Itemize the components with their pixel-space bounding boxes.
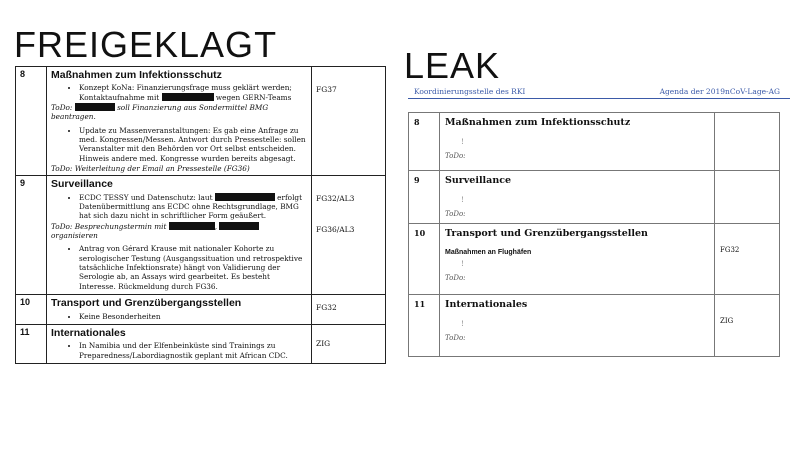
redaction-bar bbox=[75, 103, 115, 111]
list-item: • Antrag von Gérard Krause mit nationaler Kohorte zu serologischer Testung (Ausgangssituation und retrospektive tatsächliche Infektionsrate) hängt von Validierung der Serologie ab, an Assays wird gearbeitet. Es besteht Interesse. Rückmeldung durch FG36. bbox=[79, 244, 307, 291]
table-row bbox=[16, 67, 386, 176]
table-row bbox=[409, 224, 780, 295]
leaked-document bbox=[408, 86, 790, 416]
list-item bbox=[79, 83, 307, 102]
list-item: • Keine Besonderheiten bbox=[79, 312, 307, 321]
list-item bbox=[79, 193, 307, 221]
bullet-text: wegen GERN-Teams bbox=[215, 92, 292, 102]
section-title: Transport und Grenzübergangsstellen bbox=[51, 297, 242, 310]
item-content bbox=[47, 176, 312, 295]
item-number: 11 bbox=[409, 295, 440, 357]
todo-line: ToDo: Weiterleitung der Email an Pressestelle (FG36) bbox=[51, 164, 250, 174]
list-item: • Update zu Massenveranstaltungen: Es gab eine Anfrage zu med. Kongressen/Messen. Antwort durch Pressestelle: sollen Veranstalter mit den Behörden vor Ort selbst entscheiden. Hinweis andere med. Kongresse wurden bereits abgesagt. bbox=[79, 126, 307, 163]
table-row bbox=[409, 295, 780, 357]
heading-leak: LEAK bbox=[404, 45, 501, 86]
todo-label: ToDo: bbox=[445, 334, 466, 342]
responsible-unit bbox=[715, 113, 780, 171]
item-content bbox=[440, 171, 715, 224]
unit-label: FG37 bbox=[316, 85, 337, 94]
section-title: Maßnahmen zum Infektionsschutz bbox=[51, 69, 222, 81]
responsible-unit bbox=[312, 176, 386, 295]
leaked-agenda-table bbox=[408, 112, 780, 357]
item-content bbox=[440, 113, 715, 171]
unit-label: FG32 bbox=[316, 303, 337, 313]
header-right: Agenda der 2019nCoV-Lage-AG bbox=[659, 87, 780, 96]
table-row bbox=[409, 171, 780, 224]
responsible-unit: FG32 bbox=[715, 224, 780, 295]
section-title: Transport und Grenzübergangsstellen bbox=[445, 228, 648, 239]
todo-text: ToDo: Besprechungstermin mit bbox=[51, 221, 167, 231]
item-content bbox=[47, 324, 312, 363]
unit-label: FG36/AL3 bbox=[316, 225, 355, 235]
header-left: Koordinierungsstelle des RKI bbox=[414, 87, 526, 96]
item-content bbox=[47, 295, 312, 325]
exclamation-mark: ! bbox=[461, 320, 464, 328]
redaction-bar bbox=[215, 193, 275, 201]
todo-line bbox=[51, 222, 307, 241]
responsible-unit bbox=[312, 324, 386, 363]
bullet-text: erfolgt Datenübermittlung ans ECDC ohne Rechtsgrundlage, BMG hat sich dazu nicht in schriftlicher Form geäußert. bbox=[79, 192, 303, 221]
bullet-text: ECDC TESSY und Datenschutz: laut bbox=[79, 192, 213, 202]
section-title: Surveillance bbox=[51, 178, 113, 191]
item-number: 8 bbox=[409, 113, 440, 171]
item-number: 10 bbox=[409, 224, 440, 295]
table-row bbox=[16, 324, 386, 363]
subsection-title: Maßnahmen an Flughäfen bbox=[445, 249, 532, 256]
todo-text: , bbox=[214, 221, 218, 231]
exclamation-mark: ! bbox=[461, 138, 464, 146]
item-number: 9 bbox=[16, 176, 47, 295]
bullet-text: Konzept KoNa: Finanzierungsfrage muss geklärt werden; Kontaktaufnahme mit bbox=[79, 83, 292, 102]
item-number: 9 bbox=[409, 171, 440, 224]
released-agenda-table bbox=[15, 66, 386, 364]
responsible-unit bbox=[312, 67, 386, 176]
item-number: 11 bbox=[16, 324, 47, 363]
redaction-bar bbox=[169, 221, 218, 231]
todo-label: ToDo: bbox=[445, 152, 466, 160]
item-number: 10 bbox=[16, 295, 47, 325]
todo-text: ToDo: bbox=[51, 103, 73, 113]
table-row bbox=[16, 295, 386, 325]
item-number: 8 bbox=[16, 67, 47, 176]
item-content bbox=[440, 224, 715, 295]
list-item: • In Namibia und der Elfenbeinküste sind Trainings zu Preparedness/Labordiagnostik geplant mit African CDC. bbox=[79, 341, 307, 360]
exclamation-mark: ! bbox=[461, 260, 464, 268]
section-title: Internationales bbox=[445, 299, 528, 310]
item-content bbox=[47, 67, 312, 176]
todo-label: ToDo: bbox=[445, 210, 466, 218]
heading-freigeklagt: FREIGEKLAGT bbox=[14, 24, 278, 65]
todo-text: organisieren bbox=[51, 231, 98, 241]
todo-line bbox=[51, 103, 307, 122]
item-content bbox=[440, 295, 715, 357]
section-title: Internationales bbox=[51, 326, 126, 339]
table-row bbox=[409, 113, 780, 171]
unit-label: FG32/AL3 bbox=[316, 194, 355, 204]
exclamation-mark: ! bbox=[461, 196, 464, 204]
responsible-unit bbox=[312, 295, 386, 325]
unit-label: ZIG bbox=[316, 338, 331, 348]
responsible-unit bbox=[715, 171, 780, 224]
redaction-bar bbox=[162, 93, 214, 101]
table-row bbox=[16, 176, 386, 295]
responsible-unit: ZIG bbox=[715, 295, 780, 357]
section-title: Surveillance bbox=[445, 175, 512, 186]
redaction-bar bbox=[219, 222, 259, 230]
released-document bbox=[15, 66, 386, 396]
document-header bbox=[408, 86, 790, 99]
todo-text: soll Finanzierung aus Sondermittel BMG beantragen. bbox=[51, 103, 269, 122]
section-title: Maßnahmen zum Infektionsschutz bbox=[445, 117, 631, 128]
todo-label: ToDo: bbox=[445, 274, 466, 282]
